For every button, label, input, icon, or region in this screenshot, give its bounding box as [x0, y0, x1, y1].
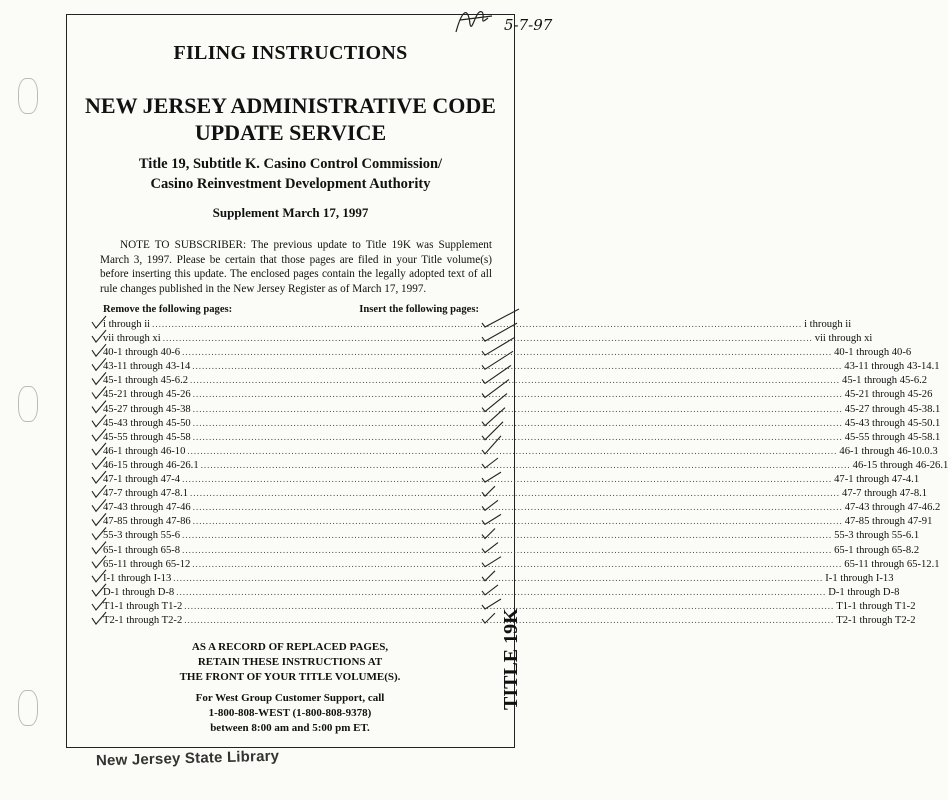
record-line: RETAIN THESE INSTRUCTIONS AT — [197, 656, 383, 668]
table-row — [103, 387, 933, 401]
title-side-tab: TITLE 19K — [500, 608, 522, 710]
insert-pages: vii through xi — [814, 333, 873, 345]
dot-leader: ........................................................................................................................................................................................................ — [192, 389, 843, 400]
dot-leader: ........................................................................................................................................................................................................ — [192, 516, 843, 527]
remove-pages: 47-43 through 47-46 — [103, 502, 191, 514]
remove-pages: 65-1 through 65-8 — [103, 544, 181, 556]
dot-leader: ........................................................................................................................................................................................................ — [182, 347, 833, 358]
dot-leader: ........................................................................................................................................................................................................ — [182, 544, 833, 555]
dot-leader: ........................................................................................................................................................................................................ — [190, 375, 841, 386]
table-row — [103, 331, 873, 345]
code-title-line: UPDATE SERVICE — [194, 120, 387, 145]
remove-pages: 65-11 through 65-12 — [103, 558, 191, 570]
handwritten-date: 5-7-97 — [504, 16, 553, 34]
handwritten-annotation — [452, 4, 602, 38]
table-row — [103, 345, 912, 359]
table-row — [103, 359, 940, 373]
insert-pages: 45-27 through 45-38.1 — [844, 403, 941, 415]
remove-header: Remove the following pages: — [103, 304, 233, 315]
remove-pages: 47-85 through 47-86 — [103, 516, 191, 528]
insert-pages: 46-1 through 46-10.0.3 — [839, 445, 938, 457]
remove-pages: 43-11 through 43-14 — [103, 361, 191, 373]
subtitle — [66, 154, 515, 194]
insert-pages: I-1 through I-13 — [825, 572, 894, 584]
code-title — [66, 92, 515, 146]
table-row — [103, 458, 948, 472]
code-title-line: NEW JERSEY ADMINISTRATIVE CODE — [85, 93, 496, 118]
insert-pages: 46-15 through 46-26.1 — [852, 459, 948, 471]
dot-leader: ........................................................................................................................................................................................................ — [173, 572, 824, 583]
insert-pages: 45-43 through 45-50.1 — [844, 417, 941, 429]
page-list-header — [103, 303, 479, 317]
insert-pages: i through ii — [804, 319, 852, 330]
table-row — [103, 528, 920, 542]
table-row — [103, 317, 852, 331]
remove-pages: 45-1 through 45-6.2 — [103, 375, 189, 387]
dot-leader: ........................................................................................................................................................................................................ — [192, 417, 843, 428]
table-row — [103, 416, 941, 430]
insert-pages: 45-21 through 45-26 — [844, 389, 933, 401]
supplement-date: Supplement March 17, 1997 — [212, 205, 369, 220]
table-row — [103, 444, 938, 458]
page-title: FILING INSTRUCTIONS — [173, 42, 408, 64]
insert-pages: 40-1 through 40-6 — [834, 347, 912, 359]
remove-pages: T1-1 through T1-2 — [103, 600, 183, 612]
table-row — [103, 557, 940, 571]
dot-leader: ........................................................................................................................................................................................................ — [187, 445, 838, 456]
page-list-rows — [103, 317, 948, 627]
record-instructions — [140, 640, 440, 685]
table-row — [103, 430, 941, 444]
remove-pages: T2-1 through T2-2 — [103, 614, 183, 626]
record-line: THE FRONT OF YOUR TITLE VOLUME(S). — [179, 671, 401, 683]
insert-pages: 65-11 through 65-12.1 — [844, 558, 940, 570]
remove-pages: D-1 through D-8 — [103, 586, 175, 598]
dot-leader: ........................................................................................................................................................................................................ — [192, 502, 843, 513]
remove-pages: 45-43 through 45-50 — [103, 417, 191, 429]
insert-pages: T1-1 through T1-2 — [836, 600, 916, 612]
dot-leader: ........................................................................................................................................................................................................ — [192, 431, 843, 442]
insert-pages: 45-1 through 45-6.2 — [842, 375, 928, 387]
table-row — [103, 500, 941, 514]
punch-hole — [18, 690, 38, 726]
dot-leader: ........................................................................................................................................................................................................ — [200, 459, 851, 470]
insert-pages: 47-43 through 47-46.2 — [844, 502, 941, 514]
dot-leader: ........................................................................................................................................................................................................ — [192, 403, 843, 414]
subscriber-note: NOTE TO SUBSCRIBER: The previous update to Title 19K was Supplement March 3, 1997. Please be certain that those pages are filed in your Title volume(s) before inserting this update. The enclosed pages contain the legally adopted text of all rule changes published in the New Jersey Register as of March 17, 1997. — [100, 239, 492, 295]
remove-pages: 45-21 through 45-26 — [103, 389, 191, 401]
remove-pages: 40-1 through 40-6 — [103, 347, 181, 359]
table-row — [103, 571, 894, 585]
remove-pages: 45-55 through 45-58 — [103, 431, 191, 443]
remove-pages: vii through xi — [103, 333, 161, 345]
insert-pages: 47-85 through 47-91 — [844, 516, 933, 528]
library-stamp: New Jersey State Library — [95, 747, 280, 770]
dot-leader: ........................................................................................................................................................................................................ — [184, 600, 835, 611]
dot-leader: ........................................................................................................................................................................................................ — [190, 488, 841, 499]
subtitle-line: Title 19, Subtitle K. Casino Control Commission/ — [138, 156, 443, 172]
dot-leader: ........................................................................................................................................................................................................ — [152, 319, 803, 329]
insert-pages: 45-55 through 45-58.1 — [844, 431, 941, 443]
dot-leader: ........................................................................................................................................................................................................ — [162, 333, 813, 344]
insert-pages: 47-7 through 47-8.1 — [842, 488, 928, 500]
remove-pages: 47-1 through 47-4 — [103, 474, 181, 486]
table-row — [103, 373, 928, 387]
initials-scribble-icon — [452, 4, 512, 38]
table-row — [103, 585, 900, 599]
insert-pages: 55-3 through 55-6.1 — [834, 530, 920, 542]
insert-header: Insert the following pages: — [359, 304, 479, 315]
dot-leader: ........................................................................................................................................................................................................ — [184, 614, 835, 625]
table-row — [103, 472, 920, 486]
remove-pages: I-1 through I-13 — [103, 572, 172, 584]
remove-pages: 55-3 through 55-6 — [103, 530, 181, 542]
table-row — [103, 486, 928, 500]
punch-hole — [18, 78, 38, 114]
table-row — [103, 613, 916, 627]
insert-pages: D-1 through D-8 — [828, 586, 900, 598]
insert-pages: 43-11 through 43-14.1 — [844, 361, 940, 373]
customer-support — [140, 691, 440, 736]
remove-pages: 45-27 through 45-38 — [103, 403, 191, 415]
table-row — [103, 514, 933, 528]
dot-leader: ........................................................................................................................................................................................................ — [182, 474, 833, 485]
record-line: AS A RECORD OF REPLACED PAGES, — [191, 641, 389, 653]
table-row — [103, 543, 920, 557]
remove-pages: i through ii — [103, 319, 151, 330]
dot-leader: ........................................................................................................................................................................................................ — [176, 586, 827, 597]
remove-pages: 47-7 through 47-8.1 — [103, 488, 189, 500]
insert-pages: 47-1 through 47-4.1 — [834, 474, 920, 486]
dot-leader: ........................................................................................................................................................................................................ — [182, 530, 833, 541]
subtitle-line: Casino Reinvestment Development Authority — [150, 176, 431, 192]
remove-pages: 46-15 through 46-26.1 — [103, 459, 199, 471]
insert-pages: T2-1 through T2-2 — [836, 614, 916, 626]
remove-pages: 46-1 through 46-10 — [103, 445, 186, 457]
support-phone: 1-800-808-WEST (1-800-808-9378) — [208, 707, 372, 719]
page-list — [103, 303, 948, 627]
table-row — [103, 402, 941, 416]
support-hours: between 8:00 am and 5:00 pm ET. — [210, 722, 370, 734]
punch-hole — [18, 386, 38, 422]
support-line: For West Group Customer Support, call — [195, 692, 385, 704]
dot-leader: ........................................................................................................................................................................................................ — [192, 558, 843, 569]
dot-leader: ........................................................................................................................................................................................................ — [192, 361, 843, 372]
table-row — [103, 599, 916, 613]
insert-pages: 65-1 through 65-8.2 — [834, 544, 920, 556]
